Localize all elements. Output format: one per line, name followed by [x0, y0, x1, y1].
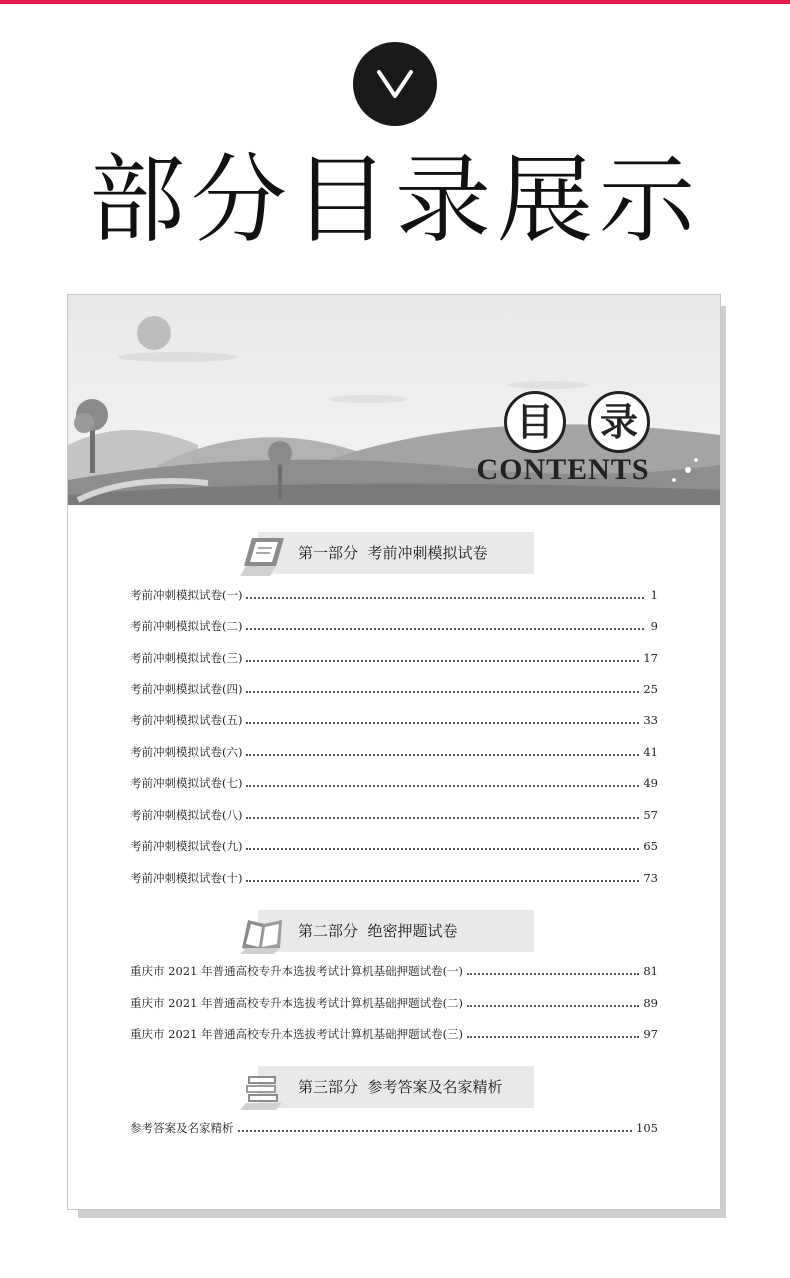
toc-entry-title: 重庆市 2021 年普通高校专升本选拔考试计算机基础押题试卷(三)	[130, 1027, 464, 1041]
toc-leader-dots	[246, 848, 639, 850]
toc-leader-dots	[467, 1036, 639, 1038]
toc-entry-page: 49	[643, 776, 658, 790]
toc-entry[interactable]	[130, 742, 658, 762]
toc-entry[interactable]	[130, 961, 658, 981]
toc-entry[interactable]	[130, 585, 658, 605]
section-heading-label: 第二部分 绝密押题试卷	[298, 922, 458, 940]
toc-entry-page: 81	[643, 964, 658, 978]
toc-entry[interactable]	[130, 868, 658, 888]
toc-entry[interactable]	[130, 1024, 658, 1044]
toc-entry-page: 89	[643, 996, 658, 1010]
toc-entry[interactable]	[130, 648, 658, 668]
toc-leader-dots	[246, 785, 639, 787]
toc-entry-title: 考前冲刺模拟试卷(八)	[130, 808, 243, 822]
page-title: 部分目录展示	[89, 144, 701, 256]
toc-entry-page: 17	[643, 651, 658, 665]
chevron-down-icon	[353, 42, 437, 126]
toc-entry-page: 9	[650, 619, 658, 633]
toc-leader-dots	[246, 691, 639, 693]
book-stack-icon	[240, 1070, 288, 1112]
toc-entry-title: 考前冲刺模拟试卷(四)	[130, 682, 243, 696]
toc-entry-page: 73	[643, 871, 658, 885]
toc-entry[interactable]	[130, 616, 658, 636]
toc-entry[interactable]	[130, 679, 658, 699]
toc-leader-dots	[467, 1005, 639, 1007]
toc-entry-page: 65	[643, 839, 658, 853]
toc-entry-title: 考前冲刺模拟试卷(五)	[130, 713, 243, 727]
toc-entry[interactable]	[130, 1118, 658, 1138]
toc-entry-title: 考前冲刺模拟试卷(六)	[130, 745, 243, 759]
toc-entry-title: 考前冲刺模拟试卷(九)	[130, 839, 243, 853]
toc-entry-title: 考前冲刺模拟试卷(一)	[130, 588, 243, 602]
toc-leader-dots	[246, 754, 639, 756]
banner-title-char-1: 目	[504, 391, 566, 453]
section-heading-2	[240, 910, 534, 952]
toc-entry-title: 考前冲刺模拟试卷(二)	[130, 619, 243, 633]
book-open-icon	[240, 914, 288, 956]
toc-entry-title: 参考答案及名家精析	[130, 1121, 234, 1135]
toc-leader-dots	[246, 660, 639, 662]
toc-entry[interactable]	[130, 836, 658, 856]
top-accent-bar	[0, 0, 790, 4]
toc-entry-page: 41	[643, 745, 658, 759]
section-heading-3	[240, 1066, 534, 1108]
book-closed-icon	[240, 536, 288, 578]
section-heading-label: 第三部分 参考答案及名家精析	[298, 1078, 503, 1096]
toc-entry-page: 97	[643, 1027, 658, 1041]
chevron-badge	[353, 42, 437, 126]
toc-entry-title: 重庆市 2021 年普通高校专升本选拔考试计算机基础押题试卷(二)	[130, 996, 464, 1010]
toc-entry-title: 考前冲刺模拟试卷(七)	[130, 776, 243, 790]
toc-leader-dots	[467, 973, 639, 975]
toc-entry-title: 考前冲刺模拟试卷(三)	[130, 651, 243, 665]
toc-leader-dots	[246, 817, 639, 819]
toc-leader-dots	[246, 722, 639, 724]
toc-entry[interactable]	[130, 805, 658, 825]
toc-entry-title: 考前冲刺模拟试卷(十)	[130, 871, 243, 885]
toc-entry[interactable]	[130, 773, 658, 793]
section-heading-1	[240, 532, 534, 574]
toc-entry-page: 1	[650, 588, 658, 602]
banner-title-char-2: 录	[588, 391, 650, 453]
toc-leader-dots	[246, 628, 644, 630]
toc-leader-dots	[246, 597, 644, 599]
toc-entry-title: 重庆市 2021 年普通高校专升本选拔考试计算机基础押题试卷(一)	[130, 964, 464, 978]
toc-entry-page: 57	[643, 808, 658, 822]
toc-leader-dots	[238, 1130, 633, 1132]
toc-leader-dots	[246, 880, 639, 882]
toc-entry-page: 33	[643, 713, 658, 727]
banner-subtitle: CONTENTS	[476, 453, 650, 486]
toc-entry[interactable]	[130, 993, 658, 1013]
toc-entry-page: 25	[643, 682, 658, 696]
toc-page	[67, 294, 721, 1210]
section-heading-label: 第一部分 考前冲刺模拟试卷	[298, 544, 488, 562]
toc-entry[interactable]	[130, 710, 658, 730]
toc-entry-page: 105	[636, 1121, 658, 1135]
landscape-banner	[68, 295, 720, 505]
